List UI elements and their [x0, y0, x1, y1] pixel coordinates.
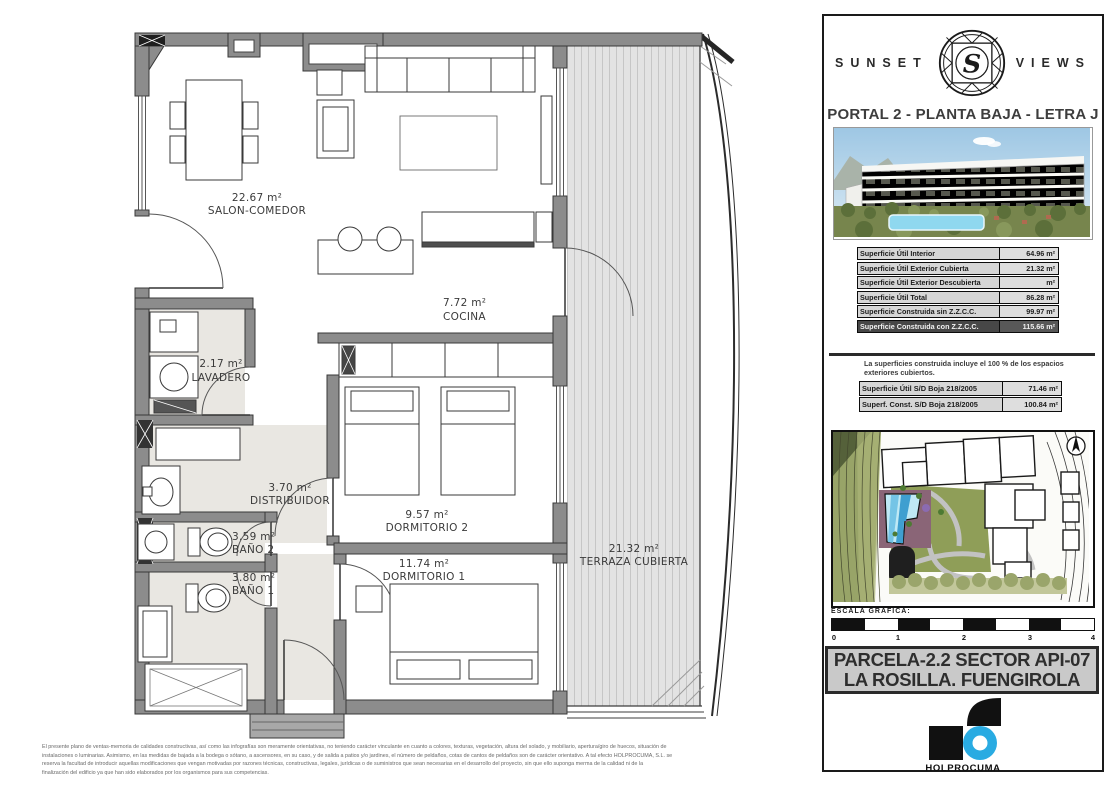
holprocuma-logo-icon	[925, 696, 1001, 762]
scale-tick-labels	[831, 633, 1095, 645]
room-name: DISTRIBUIDOR	[250, 495, 330, 507]
disclaimer-line: instalaciones o luminarias. Asimismo, en las medidas de bajada a la bodega o sótano, a ascensores, en su caso, y de salida a patios y/o jardines, el número de peldaños, cotas de cantos de peldaños son de carácter orientativo. A tal efecto HOLPROCUMA, S.L. se	[42, 752, 673, 759]
tick: 1	[895, 633, 901, 642]
furniture-dormitorio-2	[339, 343, 553, 495]
room-label-cocina	[443, 297, 486, 323]
brand-word-sunset: SUNSET	[835, 56, 928, 70]
construida-note: La superficies construida incluye el 100 % de los espacios exteriores cubiertos.	[864, 359, 1064, 377]
brand-word-views: VIEWS	[1015, 56, 1091, 70]
row-value: m²	[999, 277, 1058, 288]
room-label-dormitorio-2	[386, 509, 469, 534]
info-panel	[822, 14, 1104, 772]
row-value: 86.28 m²	[999, 292, 1058, 303]
tick: 0	[831, 633, 837, 642]
scale-label: ESCALA GRAFICA:	[831, 608, 911, 615]
row-value: 64.96 m²	[999, 248, 1058, 259]
row-value: 71.46 m²	[1002, 382, 1061, 395]
site-plan-map	[831, 430, 1095, 608]
parcel-line-2: LA ROSILLA. FUENGIROLA	[843, 669, 1081, 690]
graphic-scale-bar	[831, 618, 1095, 631]
row-label: Superficie Útil S/D Boja 218/2005	[862, 383, 978, 393]
furniture-dormitorio-1	[356, 584, 538, 684]
unit-title: PORTAL 2 - PLANTA BAJA - LETRA J	[827, 106, 1099, 123]
room-label-bano-2	[232, 531, 275, 556]
room-area: 3.59 m²	[232, 531, 276, 543]
room-label-bano-1	[232, 572, 275, 597]
table-row	[857, 320, 1059, 333]
tick: 3	[1027, 633, 1033, 642]
brand-header	[824, 24, 1102, 102]
room-area: 2.17 m²	[199, 358, 243, 370]
row-label: Superf. Const. S/D Boja 218/2005	[862, 399, 978, 409]
north-arrow-icon	[1067, 436, 1085, 455]
room-name: BAÑO 2	[232, 544, 275, 556]
room-name: COCINA	[443, 311, 486, 323]
table-row	[857, 276, 1059, 289]
row-label: Superficie Útil Exterior Cubierta	[860, 263, 969, 273]
boja-table	[859, 381, 1062, 413]
room-area: 11.74 m²	[398, 558, 450, 570]
sunset-views-emblem-icon	[937, 28, 1007, 98]
room-name: BAÑO 1	[232, 585, 275, 597]
legal-disclaimer	[42, 743, 747, 778]
row-value: 100.84 m²	[1002, 398, 1061, 411]
building-render-photo	[833, 127, 1093, 240]
room-label-salon-comedor	[208, 192, 306, 217]
table-row	[859, 381, 1062, 396]
tick: 2	[961, 633, 967, 642]
table-row	[859, 397, 1062, 412]
disclaimer-line: reserva la facultad de introducir aquellas modificaciones que vengan motivadas por razones técnicas, constructivas, legales, jurídicas o de suministros que sean necesarias en el desarrollo del proyecto, sin que ello suponga merma de la calidad ni de la	[42, 761, 644, 768]
row-label: Superficie Útil Total	[860, 292, 927, 302]
tick: 4	[1090, 633, 1096, 642]
svg-text:S: S	[962, 49, 981, 80]
table-row	[857, 291, 1059, 304]
room-name: DORMITORIO 1	[382, 571, 466, 583]
room-area: 22.67 m²	[231, 192, 283, 204]
table-row	[857, 262, 1059, 275]
row-label: Superficie Útil Exterior Descubierta	[860, 278, 981, 287]
furniture-cocina	[318, 212, 552, 274]
surface-table	[857, 247, 1059, 334]
parcel-title-box	[825, 646, 1099, 694]
row-label: Superficie Útil Interior	[860, 249, 936, 258]
room-area: 21.32 m²	[608, 543, 660, 555]
room-name: DORMITORIO 2	[385, 522, 469, 534]
room-name: TERRAZA CUBIERTA	[579, 556, 689, 568]
table-row	[857, 305, 1059, 318]
row-value: 115.66 m²	[999, 321, 1058, 332]
parcel-line-1: PARCELA-2.2 SECTOR API-07	[833, 649, 1091, 670]
room-label-dormitorio-1	[383, 558, 466, 583]
room-name: SALON-COMEDOR	[207, 205, 307, 217]
row-value: 99.97 m²	[999, 306, 1058, 317]
developer-name: HOLPROCUMA	[925, 763, 1001, 774]
row-label: Superficie Construida con Z.Z.C.C.	[860, 321, 979, 331]
room-area: 3.70 m²	[268, 482, 312, 494]
room-name: LAVADERO	[191, 372, 251, 384]
section-divider	[829, 353, 1095, 356]
developer-logo	[824, 696, 1102, 774]
room-area: 3.80 m²	[232, 572, 276, 584]
disclaimer-line: El presente plano de ventas-memoria de calidades constructivas, así como las infografías son meramente orientativas, no teniendo carácter vinculante en cuanto a colores, texturas, vegetación, altura del solado, y mobiliario, apertura/giro de huecos, situación de	[42, 744, 667, 750]
row-value: 21.32 m²	[999, 263, 1058, 274]
room-area: 7.72 m²	[443, 297, 487, 309]
row-label: Superficie Construida sin Z.Z.C.C.	[860, 307, 977, 316]
room-area: 9.57 m²	[405, 509, 449, 521]
disclaimer-line: finalización del edificio ya que han sido elaborados por los organismos para sus competencias.	[42, 769, 269, 776]
table-row	[857, 247, 1059, 260]
terrace-deck	[567, 33, 739, 718]
